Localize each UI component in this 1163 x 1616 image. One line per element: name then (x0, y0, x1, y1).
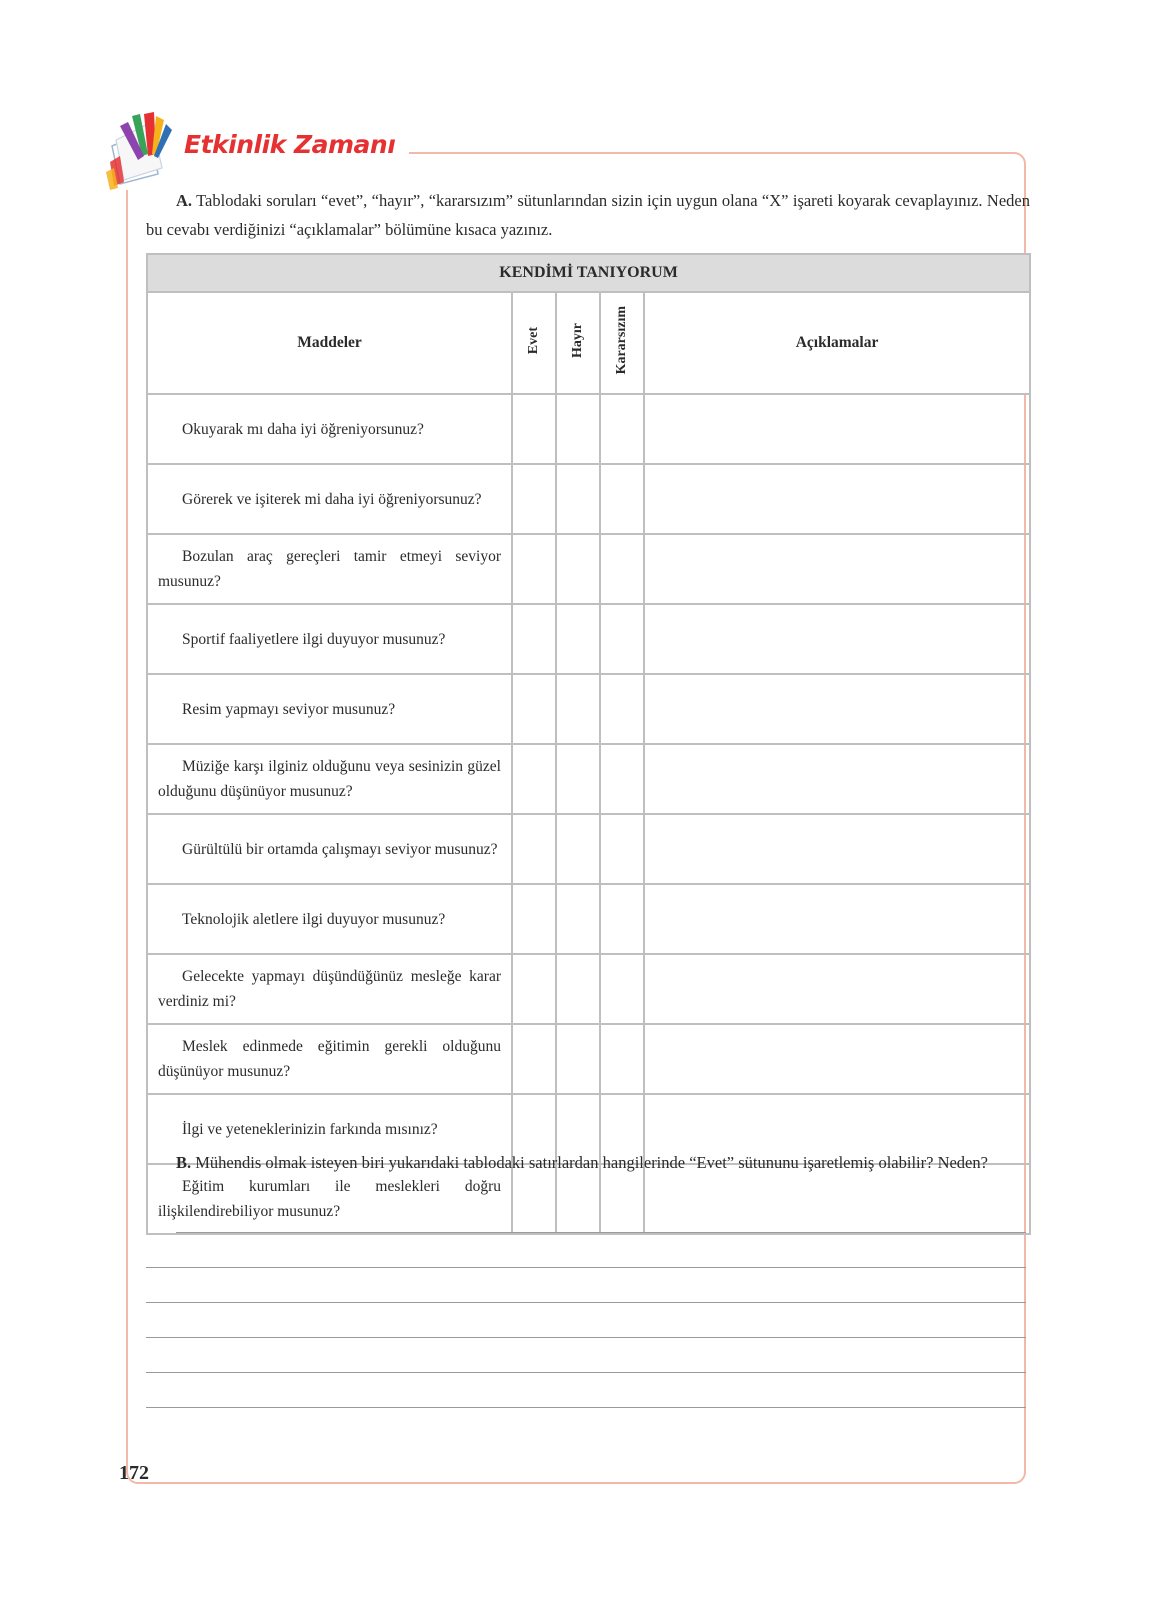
undecided-cell[interactable] (600, 884, 644, 954)
notes-cell[interactable] (644, 744, 1030, 814)
undecided-cell[interactable] (600, 464, 644, 534)
answer-line[interactable] (146, 1337, 1026, 1338)
yes-cell[interactable] (512, 884, 556, 954)
question-text: Müziğe karşı ilginiz olduğunu veya sesinizin güzel olduğunu düşünüyor musunuz? (147, 744, 512, 814)
activity-title: Etkinlik Zamanı (184, 130, 396, 159)
yes-cell[interactable] (512, 604, 556, 674)
question-text: Gürültülü bir ortamda çalışmayı seviyor musunuz? (147, 814, 512, 884)
column-header-yes-label: Evet (526, 326, 541, 355)
no-cell[interactable] (556, 534, 600, 604)
undecided-cell[interactable] (600, 814, 644, 884)
activity-title-wrap (184, 130, 409, 159)
question-text: İlgi ve yeteneklerinizin farkında mısınız? (147, 1094, 512, 1164)
no-cell[interactable] (556, 394, 600, 464)
notes-cell[interactable] (644, 884, 1030, 954)
table-row (147, 604, 1030, 674)
notes-cell[interactable] (644, 464, 1030, 534)
table-caption: KENDİMİ TANIYORUM (147, 254, 1030, 292)
yes-cell[interactable] (512, 814, 556, 884)
table-row (147, 884, 1030, 954)
part-a-label: A. (176, 191, 193, 210)
column-header-undecided-label: Kararsızım (614, 306, 629, 375)
yes-cell[interactable] (512, 394, 556, 464)
table-row (147, 954, 1030, 1024)
table-row (147, 744, 1030, 814)
yes-cell[interactable] (512, 534, 556, 604)
no-cell[interactable] (556, 674, 600, 744)
part-a-instructions (146, 186, 1030, 244)
answer-line[interactable] (146, 1407, 1026, 1408)
activity-logo-icon (106, 110, 186, 190)
table-row (147, 394, 1030, 464)
undecided-cell[interactable] (600, 394, 644, 464)
column-header-no (556, 292, 600, 394)
notes-cell[interactable] (644, 814, 1030, 884)
column-header-yes (512, 292, 556, 394)
answer-line[interactable] (146, 1372, 1026, 1373)
notes-cell[interactable] (644, 954, 1030, 1024)
yes-cell[interactable] (512, 674, 556, 744)
undecided-cell[interactable] (600, 1024, 644, 1094)
no-cell[interactable] (556, 884, 600, 954)
yes-cell[interactable] (512, 744, 556, 814)
table-row (147, 814, 1030, 884)
table-row (147, 464, 1030, 534)
column-header-undecided (600, 292, 644, 394)
question-text: Okuyarak mı daha iyi öğreniyorsunuz? (147, 394, 512, 464)
part-b-label: B. (176, 1153, 192, 1172)
question-text: Sportif faaliyetlere ilgi duyuyor musunuz? (147, 604, 512, 674)
no-cell[interactable] (556, 464, 600, 534)
question-text: Resim yapmayı seviyor musunuz? (147, 674, 512, 744)
undecided-cell[interactable] (600, 674, 644, 744)
column-header-notes: Açıklamalar (644, 292, 1030, 394)
question-text: Görerek ve işiterek mi daha iyi öğreniyorsunuz? (147, 464, 512, 534)
table-row (147, 534, 1030, 604)
undecided-cell[interactable] (600, 744, 644, 814)
notes-cell[interactable] (644, 604, 1030, 674)
notes-cell[interactable] (644, 674, 1030, 744)
no-cell[interactable] (556, 1024, 600, 1094)
notes-cell[interactable] (644, 394, 1030, 464)
part-a-text: Tablodaki soruları “evet”, “hayır”, “kararsızım” sütunlarından sizin için uygun olana “X” işareti koyarak cevaplayınız. Neden bu cevabı verdiğinizi “açıklamalar” bölümüne kısaca yazınız. (146, 191, 1030, 239)
undecided-cell[interactable] (600, 954, 644, 1024)
column-header-items: Maddeler (147, 292, 512, 394)
undecided-cell[interactable] (600, 534, 644, 604)
self-assessment-table (146, 253, 1031, 1235)
undecided-cell[interactable] (600, 604, 644, 674)
question-text: Teknolojik aletlere ilgi duyuyor musunuz? (147, 884, 512, 954)
part-b-text: Mühendis olmak isteyen biri yukarıdaki tablodaki satırlardan hangilerinde “Evet” sütununu işaretlemiş olabilir? Neden? (195, 1153, 988, 1172)
answer-line[interactable] (176, 1232, 1026, 1233)
yes-cell[interactable] (512, 1024, 556, 1094)
question-text: Meslek edinmede eğitimin gerekli olduğunu düşünüyor musunuz? (147, 1024, 512, 1094)
no-cell[interactable] (556, 954, 600, 1024)
yes-cell[interactable] (512, 464, 556, 534)
yes-cell[interactable] (512, 954, 556, 1024)
question-text: Bozulan araç gereçleri tamir etmeyi seviyor musunuz? (147, 534, 512, 604)
notes-cell[interactable] (644, 534, 1030, 604)
answer-line[interactable] (146, 1302, 1026, 1303)
no-cell[interactable] (556, 814, 600, 884)
no-cell[interactable] (556, 744, 600, 814)
no-cell[interactable] (556, 604, 600, 674)
question-text: Eğitim kurumları ile meslekleri doğru ilişkilendirebiliyor musunuz? (147, 1164, 512, 1234)
notes-cell[interactable] (644, 1024, 1030, 1094)
column-header-no-label: Hayır (570, 323, 585, 358)
answer-line[interactable] (146, 1267, 1026, 1268)
page-number: 172 (119, 1462, 149, 1484)
table-row (147, 1024, 1030, 1094)
question-text: Gelecekte yapmayı düşündüğünüz mesleğe karar verdiniz mi? (147, 954, 512, 1024)
part-b-question (146, 1148, 1030, 1177)
table-row (147, 674, 1030, 744)
